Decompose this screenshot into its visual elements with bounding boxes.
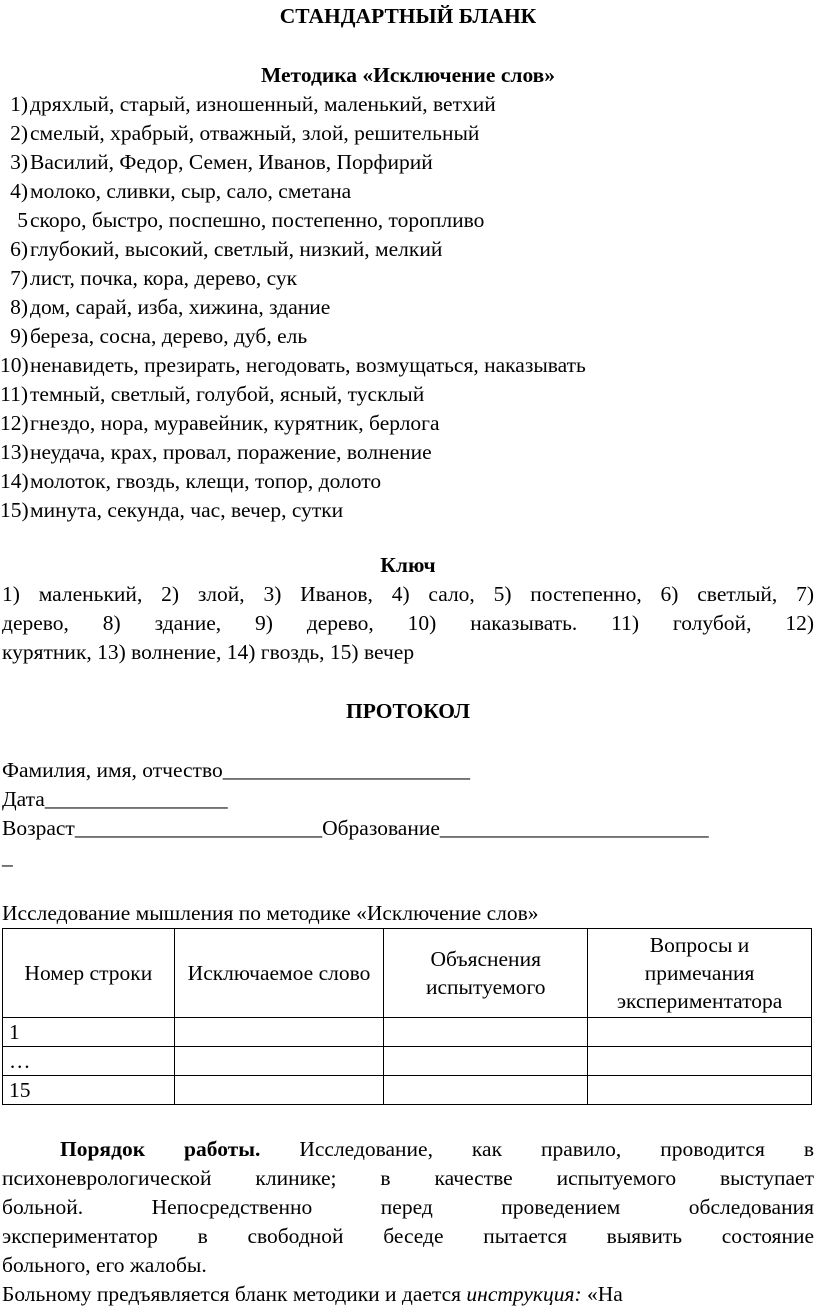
column-header: Исключаемое слово (174, 929, 384, 1018)
list-item-text: Василий, Федор, Семен, Иванов, Порфирий (30, 150, 433, 174)
column-header: Объяснения испытуемого (384, 929, 588, 1018)
table-cell: … (3, 1047, 175, 1076)
table-cell (384, 1047, 588, 1076)
list-item-text: дряхлый, старый, изношенный, маленький, ветхий (30, 92, 496, 116)
list-item (0, 264, 297, 293)
table-row (3, 1018, 812, 1047)
list-item (0, 496, 343, 525)
list-item-text: лист, почка, кора, дерево, сук (30, 266, 298, 290)
list-item-number: 6) (10, 237, 28, 261)
table-cell: 1 (3, 1018, 175, 1047)
list-item-text: смелый, храбрый, отважный, злой, решительный (30, 121, 480, 145)
procedure-line-3: больной. Непосредственно перед проведением обследования (2, 1195, 814, 1219)
list-item-number: 14) (0, 469, 29, 493)
procedure-line-1 (2, 1135, 814, 1164)
list-item-number: 13) (0, 440, 29, 464)
age-education-continuation: _ (2, 845, 13, 869)
list-item-text: молоко, сливки, сыр, сало, сметана (30, 179, 352, 203)
method-title: Методика «Исключение слов» (260, 63, 556, 87)
list-item (0, 293, 330, 322)
list-item-number: 4) (10, 179, 28, 203)
table-cell (588, 1047, 812, 1076)
instruction-label: инструкция: (466, 1282, 582, 1306)
list-item-text: минута, секунда, час, вечер, сутки (30, 498, 344, 522)
list-item (0, 90, 496, 119)
table-cell (174, 1076, 384, 1105)
column-header: Номер строки (3, 929, 175, 1018)
procedure-line-2: психоневрологической клинике; в качестве испытуемого выступает (2, 1166, 814, 1190)
table-cell (174, 1018, 384, 1047)
procedure-text: Больному предъявляется бланк методики и дается (2, 1282, 462, 1306)
procedure-line-4: экспериментатор в свободной беседе пытается выявить состояние (2, 1224, 814, 1248)
table-cell (588, 1076, 812, 1105)
list-item-text: ненавидеть, презирать, негодовать, возмущаться, наказывать (30, 353, 586, 377)
list-item (0, 148, 433, 177)
list-item (0, 467, 381, 496)
key-title: Ключ (380, 553, 436, 577)
procedure-text: «На (587, 1282, 623, 1306)
table-row (3, 1076, 812, 1105)
list-item-number: 15) (0, 498, 29, 522)
table-cell (174, 1047, 384, 1076)
fio-field: Фамилия, имя, отчество_______________________ (2, 758, 470, 782)
page-title: СТАНДАРТНЫЙ БЛАНК (279, 4, 537, 28)
procedure-heading: Порядок работы. (60, 1137, 261, 1161)
list-item-text: глубокий, высокий, светлый, низкий, мелкий (30, 237, 443, 261)
list-item (0, 438, 432, 467)
list-item (0, 322, 307, 351)
list-item-number: 7) (10, 266, 28, 290)
list-item-number: 12) (0, 411, 29, 435)
age-education-field: Возраст_______________________Образование_________________________ (2, 816, 709, 840)
list-item-number: 5 (17, 208, 28, 232)
list-item-text: скоро, быстро, поспешно, постепенно, торопливо (30, 208, 485, 232)
procedure-text: Исследование, как правило, проводится в (299, 1137, 814, 1161)
list-item-number: 9) (10, 324, 28, 348)
list-item-number: 8) (10, 295, 28, 319)
table-row (3, 1047, 812, 1076)
list-item-number: 10) (0, 353, 29, 377)
list-item-text: неудача, крах, провал, поражение, волнение (30, 440, 432, 464)
table-cell (384, 1076, 588, 1105)
key-line-3: курятник, 13) волнение, 14) гвоздь, 15) вечер (2, 640, 415, 664)
key-line-1: 1) маленький, 2) злой, 3) Иванов, 4) сало, 5) постепенно, 6) светлый, 7) (2, 582, 814, 606)
column-header: Вопросы и примечания экспериментатора (588, 929, 812, 1018)
key-line-2: дерево, 8) здание, 9) дерево, 10) наказывать. 11) голубой, 12) (2, 611, 814, 635)
procedure-line-6 (2, 1280, 623, 1309)
study-title: Исследование мышления по методике «Исключение слов» (2, 901, 539, 925)
table-cell (384, 1018, 588, 1047)
date-field: Дата_________________ (2, 787, 228, 811)
list-item (0, 409, 440, 438)
list-item-number: 11) (0, 382, 28, 406)
protocol-title: ПРОТОКОЛ (346, 699, 470, 723)
list-item (0, 380, 424, 409)
list-item (0, 235, 442, 264)
list-item-number: 1) (10, 92, 28, 116)
list-item-text: береза, сосна, дерево, дуб, ель (30, 324, 308, 348)
list-item-text: молоток, гвоздь, клещи, топор, долото (30, 469, 382, 493)
protocol-table (2, 928, 812, 1105)
list-item-text: темный, светлый, голубой, ясный, тусклый (30, 382, 425, 406)
list-item-number: 3) (10, 150, 28, 174)
list-item (0, 177, 351, 206)
table-cell: 15 (3, 1076, 175, 1105)
list-item-text: дом, сарай, изба, хижина, здание (30, 295, 331, 319)
list-item (0, 206, 484, 235)
list-item (0, 119, 479, 148)
table-header-row (3, 929, 812, 1018)
table-cell (588, 1018, 812, 1047)
list-item-text: гнездо, нора, муравейник, курятник, берлога (30, 411, 440, 435)
list-item (0, 351, 586, 380)
list-item-number: 2) (10, 121, 28, 145)
procedure-line-5: больного, его жалобы. (2, 1253, 207, 1277)
